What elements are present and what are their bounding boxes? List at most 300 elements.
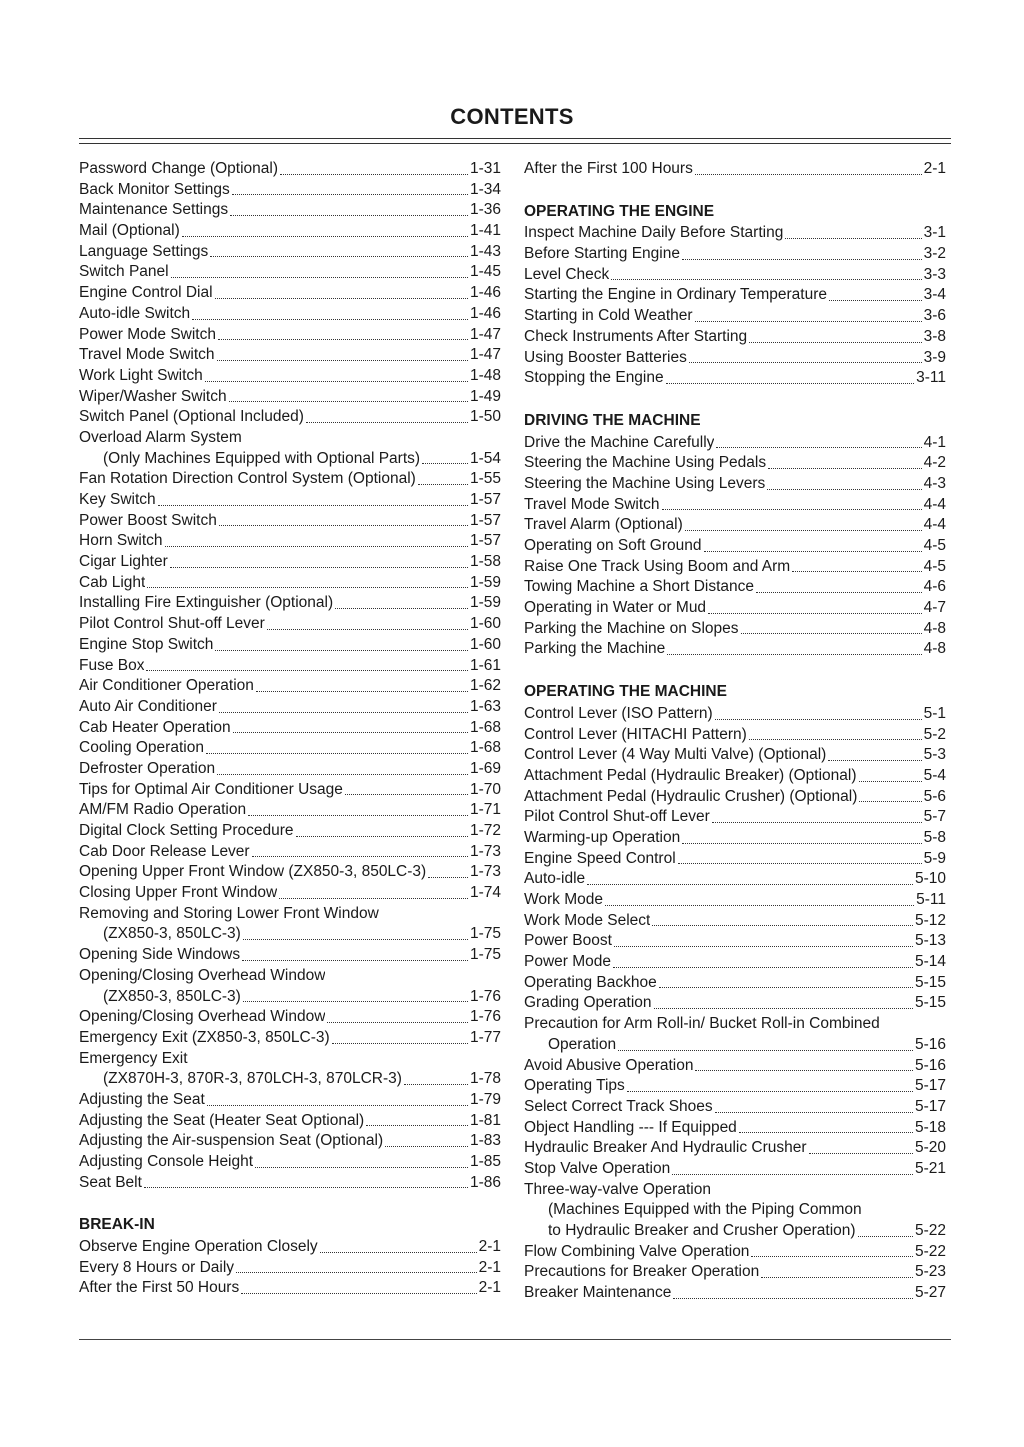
toc-entry[interactable] [524,890,946,911]
toc-entry[interactable] [524,474,946,495]
toc-entry[interactable] [79,552,501,573]
toc-entry-page: 1-71 [469,801,501,819]
dot-leader [785,238,921,239]
dot-leader [215,650,468,651]
toc-entry[interactable] [79,449,501,470]
toc-entry[interactable] [524,453,946,474]
toc-entry[interactable] [524,849,946,870]
toc-entry[interactable] [524,327,946,348]
toc-entry-page: 1-72 [469,822,501,839]
toc-entry[interactable] [79,1173,501,1194]
toc-entry[interactable] [79,1090,501,1111]
dot-leader [241,1293,476,1294]
toc-entry[interactable] [79,490,501,511]
section-heading-operating-machine: OPERATING THE MACHINE [524,683,727,701]
toc-entry[interactable] [524,598,946,619]
dot-leader [627,1091,913,1092]
toc-entry[interactable] [79,428,501,449]
toc-entry-label: Pilot Control Shut-off Lever [524,808,710,826]
toc-entry-label: Control Lever (ISO Pattern) [524,704,713,722]
dot-leader [296,836,468,837]
toc-entry-label: Adjusting the Air-suspension Seat (Optional) [79,1132,384,1150]
toc-entry-page: 4-5 [923,557,946,575]
toc-entry-page: 1-45 [469,263,501,281]
toc-entry[interactable] [79,697,501,718]
toc-entry[interactable] [524,869,946,890]
toc-entry-page: 2-1 [478,1279,501,1297]
dot-leader [829,300,922,301]
toc-entry-label: Avoid Abusive Operation [524,1056,694,1074]
toc-entry-page: 1-61 [469,656,501,674]
toc-entry-page: 2-1 [478,1258,501,1276]
toc-entry[interactable] [79,283,501,304]
toc-entry[interactable] [524,557,946,578]
toc-entry-page: 1-76 [469,1008,501,1026]
toc-entry-label: Operating Tips [524,1077,625,1095]
toc-entry-page: 4-8 [923,619,946,637]
toc-entry[interactable] [524,1118,946,1139]
dot-leader [217,774,468,775]
dot-leader [422,463,468,464]
toc-entry-page: 1-62 [469,677,501,695]
toc-entry-page: 5-2 [923,725,946,743]
toc-entry-page: 1-36 [469,201,501,219]
toc-entry[interactable] [524,577,946,598]
toc-entry-page: 3-1 [923,224,946,242]
toc-entry-page: 1-59 [469,573,501,591]
toc-entry[interactable] [79,200,501,221]
title-rule [79,138,951,144]
dot-leader [232,194,468,195]
toc-entry-label: Parking the Machine on Slopes [524,619,739,637]
dot-leader [218,339,468,340]
dot-leader [182,236,468,237]
toc-entry[interactable] [524,1221,946,1242]
toc-entry-label: Opening/Closing Overhead Window [79,1008,326,1026]
toc-entry[interactable] [79,531,501,552]
dot-leader [749,739,922,740]
dot-leader [659,987,913,988]
toc-entry-page: 1-81 [469,1111,501,1129]
toc-entry[interactable] [79,635,501,656]
toc-entry-label: Control Lever (4 Way Multi Valve) (Optional) [524,746,827,764]
toc-entry[interactable] [79,180,501,201]
toc-entry[interactable] [524,1076,946,1097]
toc-entry[interactable] [79,800,501,821]
toc-entry[interactable] [524,745,946,766]
footer-rule [79,1339,951,1340]
toc-entry[interactable] [524,787,946,808]
toc-entry-page: 5-16 [914,1035,946,1053]
dot-leader [695,174,922,175]
dot-leader [243,1001,468,1002]
toc-entry[interactable] [524,993,946,1014]
toc-entry-label: Breaker Maintenance [524,1284,672,1302]
dot-leader [404,1084,468,1085]
dot-leader [248,815,468,816]
toc-entry-page: 5-13 [914,932,946,950]
toc-entry[interactable] [524,704,946,725]
toc-entry-page: 5-23 [914,1263,946,1281]
dot-leader [652,925,913,926]
toc-entry-label: Work Mode Select [524,911,651,929]
toc-entry-label: Switch Panel (Optional Included) [79,408,304,426]
toc-entry-label: Travel Alarm (Optional) [524,516,683,534]
toc-entry[interactable] [524,348,946,369]
toc-entry[interactable] [79,821,501,842]
dot-leader [695,321,922,322]
toc-entry[interactable] [79,407,501,428]
toc-entry[interactable] [524,1180,946,1201]
toc-entry[interactable] [524,306,946,327]
toc-entry[interactable] [79,511,501,532]
toc-entry-page: 1-60 [469,635,501,653]
toc-entry[interactable] [79,1278,501,1299]
toc-entry-page: 2-1 [923,160,946,177]
toc-entry-page: 5-22 [914,1222,946,1239]
toc-entry[interactable] [524,1035,946,1056]
toc-entry[interactable] [524,433,946,454]
toc-entry-label: Adjusting the Seat (Heater Seat Optional) [79,1111,365,1129]
toc-entry[interactable] [79,159,501,180]
toc-entry-label: to Hydraulic Breaker and Crusher Operation) [548,1222,856,1239]
toc-entry-page: 5-17 [914,1097,946,1115]
dot-leader [332,1043,468,1044]
toc-entry-page: 1-68 [469,739,501,757]
dot-leader [345,794,468,795]
toc-entry-label: Defroster Operation [79,759,216,777]
toc-entry[interactable] [524,515,946,536]
dot-leader [708,613,922,614]
toc-entry[interactable] [524,828,946,849]
toc-entry[interactable] [79,1237,501,1258]
dot-leader [613,967,913,968]
toc-entry[interactable] [79,924,501,945]
toc-entry-label: Grading Operation [524,994,652,1012]
toc-entry[interactable] [79,656,501,677]
toc-entry[interactable] [524,911,946,932]
toc-list-continued [79,159,501,1193]
dot-leader [385,1146,468,1147]
dot-leader [666,383,915,384]
toc-entry[interactable] [524,1159,946,1180]
toc-entry-page: 3-4 [923,286,946,304]
dot-leader [146,670,467,671]
dot-leader [828,760,921,761]
toc-entry[interactable] [79,366,501,387]
toc-entry-page: 4-1 [923,433,946,451]
toc-entry-page: 1-59 [469,594,501,612]
toc-entry-page: 1-31 [469,160,501,177]
toc-entry-page: 1-85 [469,1153,501,1170]
toc-entry-page: 5-10 [914,870,946,888]
dot-leader [695,1070,913,1071]
toc-entry-label: Using Booster Batteries [524,348,687,366]
toc-entry-label: After the First 50 Hours [79,1279,240,1297]
toc-entry[interactable] [524,495,946,516]
dot-leader [243,939,468,940]
toc-entry-page: 1-73 [469,863,501,881]
toc-entry[interactable] [524,931,946,952]
toc-entry[interactable] [79,883,501,904]
toc-entry[interactable] [79,738,501,759]
dot-leader [858,1236,913,1237]
toc-entry[interactable] [79,780,501,801]
dot-leader [205,381,468,382]
toc-entry-label: Fuse Box [79,656,145,674]
toc-entry[interactable] [524,368,946,389]
dot-leader [233,732,468,733]
toc-entry-page: 2-1 [478,1238,501,1256]
dot-leader [206,753,468,754]
toc-entry-label: (ZX870H-3, 870R-3, 870LCH-3, 870LCR-3) [103,1070,402,1088]
toc-entry[interactable] [79,614,501,635]
toc-entry-label: Engine Speed Control [524,849,676,867]
toc-entry-page: 3-3 [923,265,946,283]
dot-leader [158,505,468,506]
toc-entry-label: Auto-idle Switch [79,304,191,322]
toc-entry-label: Opening Side Windows [79,946,241,964]
toc-entry[interactable] [524,1097,946,1118]
toc-entry[interactable] [524,244,946,265]
toc-entry-page: 5-7 [923,808,946,826]
toc-entry-label: Adjusting the Seat [79,1090,205,1108]
dot-leader [761,1277,913,1278]
toc-entry[interactable] [524,1262,946,1283]
toc-entry[interactable] [79,345,501,366]
toc-entry-label: Raise One Track Using Boom and Arm [524,557,791,575]
toc-entry-label: (ZX850-3, 850LC-3) [103,987,241,1005]
dot-leader [741,633,922,634]
toc-entry-page: 5-14 [914,953,946,971]
toc-entry-page: 4-6 [923,578,946,596]
toc-entry[interactable] [79,325,501,346]
toc-entry-label: Opening Upper Front Window (ZX850-3, 850LC-3) [79,863,427,881]
toc-entry[interactable] [524,1014,946,1035]
toc-entry[interactable] [79,718,501,739]
toc-entry-label: Key Switch [79,491,156,508]
dot-leader [611,279,921,280]
dot-leader [654,1008,913,1009]
toc-entry[interactable] [79,1131,501,1152]
toc-entry[interactable] [524,639,946,660]
toc-entry[interactable] [524,1200,946,1221]
toc-entry[interactable] [79,469,501,490]
toc-entry[interactable] [79,593,501,614]
toc-entry[interactable] [79,573,501,594]
toc-entry-page: 1-68 [469,718,501,736]
toc-entry-page: 5-20 [914,1139,946,1157]
toc-entry[interactable] [79,1028,501,1049]
toc-entry[interactable] [79,842,501,863]
toc-entry[interactable] [79,1069,501,1090]
toc-entry-label: Engine Control Dial [79,284,213,302]
toc-entry[interactable] [79,1258,501,1279]
toc-entry-page: 5-22 [914,1242,946,1260]
toc-entry[interactable] [79,1049,501,1070]
toc-entry-page: 5-18 [914,1118,946,1136]
toc-entry-label: Air Conditioner Operation [79,677,254,695]
toc-entry[interactable] [524,536,946,557]
toc-entry-label: Control Lever (HITACHI Pattern) [524,725,747,743]
dot-leader [749,342,921,343]
toc-entry[interactable] [524,952,946,973]
toc-entry-label: Power Mode Switch [79,325,216,343]
toc-entry-page: 1-54 [469,449,501,467]
toc-entry-label: Flow Combining Valve Operation [524,1242,750,1260]
toc-entry-label: AM/FM Radio Operation [79,801,247,819]
toc-entry[interactable] [79,387,501,408]
toc-entry-label: Operation [548,1035,617,1053]
dot-leader [859,781,922,782]
dot-leader [217,360,468,361]
dot-leader [418,484,468,485]
toc-entry[interactable] [524,766,946,787]
toc-entry[interactable] [524,285,946,306]
toc-entry-label: Removing and Storing Lower Front Window [79,904,379,922]
toc-entry[interactable] [524,973,946,994]
toc-entry-label: Language Settings [79,242,209,260]
toc-entry[interactable] [79,1007,501,1028]
toc-entry-label: Drive the Machine Carefully [524,433,715,451]
page-title: CONTENTS [450,104,574,129]
toc-entry[interactable] [524,1138,946,1159]
toc-entry-label: Mail (Optional) [79,222,180,240]
dot-leader [170,567,468,568]
toc-entry[interactable] [79,987,501,1008]
toc-entry[interactable] [79,262,501,283]
dot-leader [171,277,468,278]
toc-entry-page: 3-2 [923,245,946,263]
dot-leader [255,1167,468,1168]
dot-leader [667,654,921,655]
toc-entry[interactable] [524,1056,946,1077]
toc-entry-label: Opening/Closing Overhead Window [79,966,326,984]
toc-entry-page: 1-76 [469,987,501,1005]
dot-leader [767,489,921,490]
dot-leader [672,1174,913,1175]
toc-entry[interactable] [524,1242,946,1263]
toc-entry-label: Operating in Water or Mud [524,599,707,617]
toc-entry-label: Seat Belt [79,1173,142,1191]
toc-entry-page: 1-60 [469,615,501,633]
toc-entry[interactable] [79,862,501,883]
toc-entry-page: 1-63 [469,697,501,715]
toc-entry-label: Closing Upper Front Window [79,884,278,902]
toc-entry-label: Check Instruments After Starting [524,327,748,345]
toc-entry-page: 1-86 [469,1173,501,1191]
toc-entry-label: Switch Panel [79,263,169,281]
toc-entry-page: 1-57 [469,511,501,529]
toc-entry-page: 1-73 [469,842,501,860]
dot-leader [751,1256,913,1257]
dot-leader [335,608,468,609]
toc-entry-label: Operating Backhoe [524,973,657,991]
toc-entry[interactable] [79,759,501,780]
toc-entry-page: 3-11 [916,369,946,387]
toc-entry-page: 5-16 [914,1056,946,1074]
toc-entry[interactable] [79,304,501,325]
toc-entry-page: 5-8 [923,828,946,846]
dot-leader [147,587,468,588]
toc-entry[interactable] [524,1283,946,1304]
toc-list-driving-machine [524,433,946,661]
toc-entry-page: 1-57 [469,532,501,550]
toc-entry[interactable] [79,242,501,263]
toc-entry-page: 4-8 [923,640,946,658]
toc-entry-label: (Machines Equipped with the Piping Common [548,1201,862,1219]
dot-leader [219,525,468,526]
toc-entry-page: 5-12 [914,911,946,929]
toc-entry-label: Horn Switch [79,532,163,550]
toc-entry[interactable] [79,221,501,242]
toc-entry-page: 1-46 [469,284,501,302]
toc-entry-page: 5-27 [914,1284,946,1302]
dot-leader [267,629,468,630]
toc-entry-label: Precautions for Breaker Operation [524,1263,760,1281]
dot-leader [809,1153,913,1154]
toc-entry-page: 4-3 [923,474,946,492]
dot-leader [306,422,468,423]
toc-entry-label: Stop Valve Operation [524,1159,671,1177]
dot-leader [704,551,922,552]
toc-entry-page: 1-75 [469,925,501,943]
toc-entry[interactable] [79,904,501,925]
toc-entry-page: 1-69 [469,759,501,777]
toc-entry-label: Password Change (Optional) [79,160,279,177]
section-heading-operating-engine: OPERATING THE ENGINE [524,202,715,220]
dot-leader [715,719,922,720]
toc-entry-label: Stopping the Engine [524,369,664,387]
toc-entry[interactable] [524,725,946,746]
dot-leader [682,259,922,260]
toc-entry-label: Auto-idle [524,870,586,888]
toc-list-operating-machine [524,704,946,1304]
toc-entry-page: 1-77 [469,1028,501,1046]
toc-list-operating-engine [524,223,946,389]
toc-entry[interactable] [79,1111,501,1132]
dot-leader [192,319,468,320]
dot-leader [673,1298,913,1299]
toc-entry-page: 1-49 [469,387,501,405]
dot-leader [662,509,922,510]
toc-entry[interactable] [524,265,946,286]
dot-leader [678,863,922,864]
toc-entry-page: 3-9 [923,348,946,366]
dot-leader [230,215,468,216]
toc-entry-page: 1-34 [469,180,501,198]
toc-entry[interactable] [79,945,501,966]
dot-leader [739,1132,913,1133]
toc-entry[interactable] [79,676,501,697]
toc-entry-page: 5-21 [914,1159,946,1177]
toc-entry-page: 4-4 [923,516,946,534]
toc-entry-label: Cab Light [79,573,146,591]
toc-entry[interactable] [524,159,946,180]
toc-entry-page: 1-41 [469,222,501,240]
toc-entry[interactable] [79,966,501,987]
toc-entry[interactable] [524,619,946,640]
toc-entry[interactable] [524,223,946,244]
toc-entry-label: Select Correct Track Shoes [524,1097,713,1115]
toc-entry-page: 1-50 [469,408,501,426]
toc-entry-page: 1-79 [469,1090,501,1108]
dot-leader [756,592,922,593]
toc-entry-page: 1-55 [469,470,501,488]
toc-entry[interactable] [524,807,946,828]
toc-entry[interactable] [79,1152,501,1173]
toc-entry-label: Auto Air Conditioner [79,697,217,715]
